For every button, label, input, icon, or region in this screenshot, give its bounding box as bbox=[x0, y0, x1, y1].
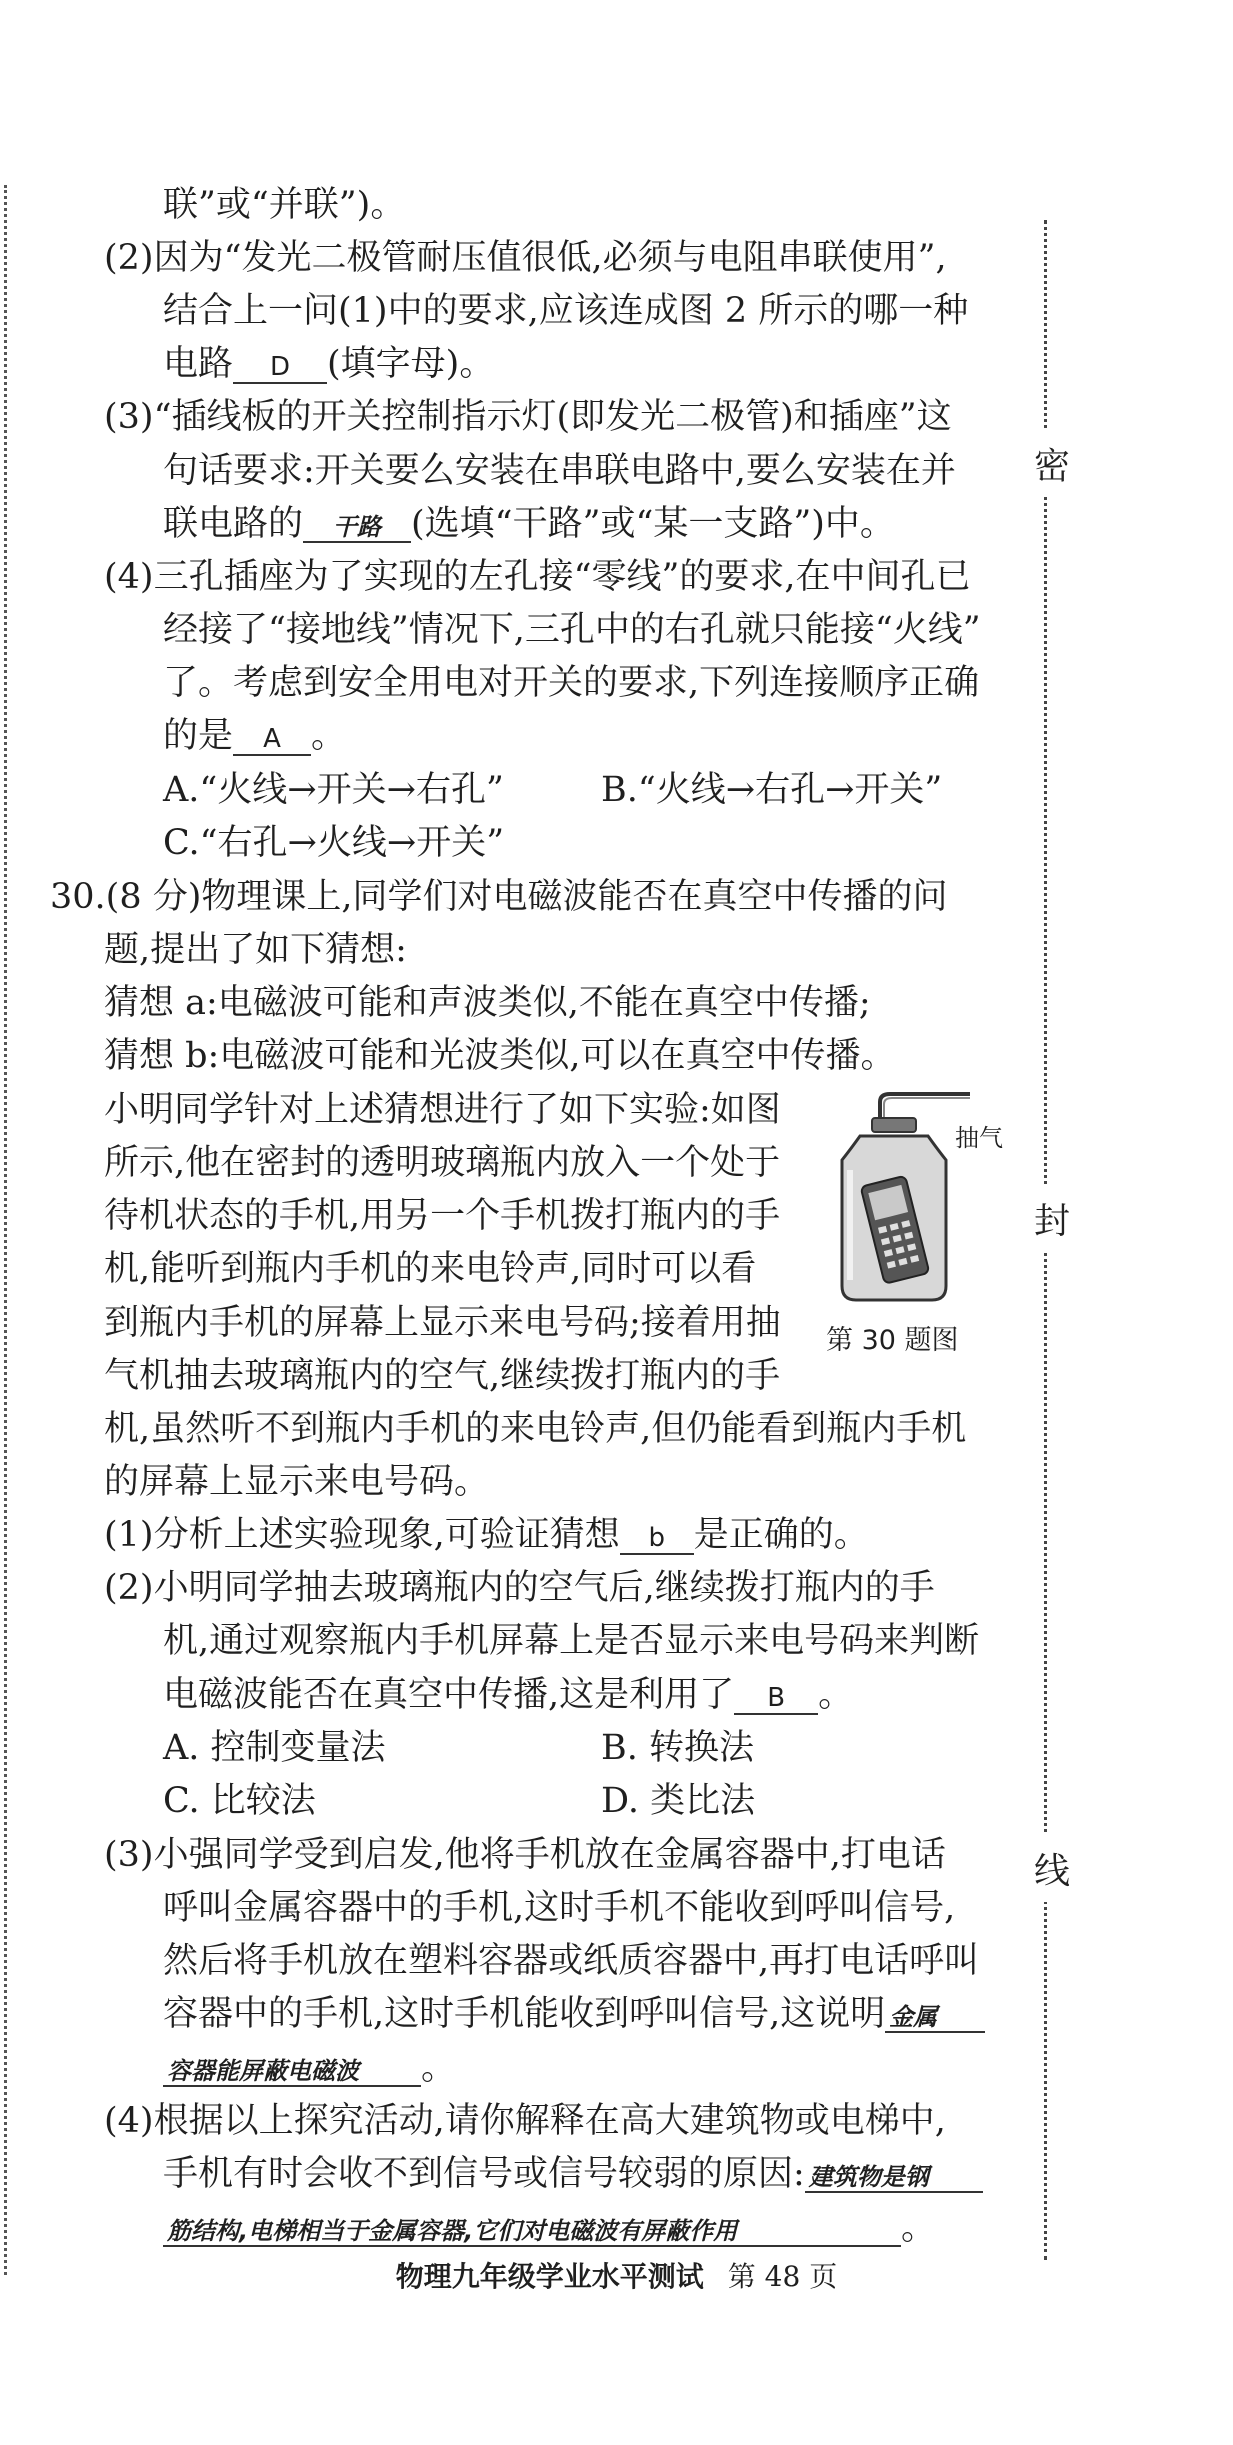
q30-2-line1: (2)小明同学抽去玻璃瓶内的空气后,继续拨打瓶内的手 bbox=[104, 1568, 935, 1608]
figure-label: 抽气 bbox=[955, 1124, 1003, 1152]
option-c: C.“右孔→火线→开关” bbox=[163, 823, 505, 863]
text: 联电路的 bbox=[163, 504, 304, 544]
q30-3-line1: (3)小强同学受到启发,他将手机放在金属容器中,打电话 bbox=[104, 1835, 946, 1875]
q29-4-line1: (4)三孔插座为了实现的左孔接“零线”的要求,在中间孔已 bbox=[104, 557, 971, 597]
q30-title: 30.(8 分)物理课上,同学们对电磁波能否在真空中传播的问 bbox=[50, 877, 948, 917]
experiment-line3: 待机状态的手机,用另一个手机拨打瓶内的手 bbox=[104, 1196, 781, 1236]
text: (填字母)。 bbox=[327, 344, 495, 384]
page-footer bbox=[0, 2255, 1233, 2295]
left-binding-dots bbox=[4, 185, 7, 2275]
guess-a: 猜想 a:电磁波可能和声波类似,不能在真空中传播; bbox=[104, 983, 871, 1023]
text: 。 bbox=[311, 716, 347, 756]
handwritten-answer: 干路 bbox=[303, 515, 411, 543]
text: 手机有时会收不到信号或信号较弱的原因: bbox=[163, 2154, 805, 2194]
answer-blank: b bbox=[620, 1525, 694, 1555]
answer-blank: D bbox=[233, 354, 327, 384]
method-c: C. 比较法 bbox=[163, 1781, 316, 1821]
footer-title: 物理九年级学业水平测试 bbox=[395, 2260, 704, 2293]
text: 。 bbox=[901, 2208, 937, 2248]
method-b: B. 转换法 bbox=[601, 1728, 754, 1768]
figure-30 bbox=[820, 1090, 1020, 1310]
q30-4-line2 bbox=[163, 2154, 983, 2194]
text: 容器中的手机,这时手机能收到呼叫信号,这说明 bbox=[163, 1994, 886, 2034]
q30-3-line5 bbox=[163, 2048, 457, 2088]
q29-4-line2: 经接了“接地线”情况下,三孔中的右孔就只能接“火线” bbox=[163, 610, 981, 650]
q29-2-line2: 结合上一问(1)中的要求,应该连成图 2 所示的哪一种 bbox=[163, 291, 969, 331]
method-d: D. 类比法 bbox=[601, 1781, 756, 1821]
q30-2-line3 bbox=[163, 1675, 854, 1715]
q30-3-line2: 呼叫金属容器中的手机,这时手机不能收到呼叫信号, bbox=[163, 1888, 956, 1928]
figure-caption: 第 30 题图 bbox=[826, 1325, 959, 1356]
experiment-line2: 所示,他在密封的透明玻璃瓶内放入一个处于 bbox=[104, 1143, 781, 1183]
handwritten-answer: 金属 bbox=[885, 2005, 985, 2033]
q30-4-line3 bbox=[163, 2208, 937, 2248]
option-b: B.“火线→右孔→开关” bbox=[601, 770, 943, 810]
q30-4-line1: (4)根据以上探究活动,请你解释在高大建筑物或电梯中, bbox=[104, 2101, 946, 2141]
handwritten-answer: 容器能屏蔽电磁波 bbox=[163, 2059, 421, 2087]
text: 电磁波能否在真空中传播,这是利用了 bbox=[163, 1675, 735, 1715]
handwritten-answer: 筋结构,电梯相当于金属容器,它们对电磁波有屏蔽作用 bbox=[163, 2219, 901, 2247]
seal-char-feng: 封 bbox=[1034, 1185, 1070, 1252]
answer-blank: A bbox=[233, 726, 311, 756]
option-a: A.“火线→开关→右孔” bbox=[163, 770, 504, 810]
text: 是正确的。 bbox=[693, 1515, 869, 1555]
experiment-line7: 机,虽然听不到瓶内手机的来电铃声,但仍能看到瓶内手机 bbox=[104, 1409, 967, 1449]
method-a: A. 控制变量法 bbox=[163, 1728, 386, 1768]
text: (选填“干路”或“某一支路”)中。 bbox=[411, 504, 895, 544]
text: 。 bbox=[421, 2048, 457, 2088]
experiment-line4: 机,能听到瓶内手机的来电铃声,同时可以看 bbox=[104, 1249, 757, 1289]
experiment-line8: 的屏幕上显示来电号码。 bbox=[104, 1462, 490, 1502]
q29-2-line1: (2)因为“发光二极管耐压值很低,必须与电阻串联使用”, bbox=[104, 238, 947, 278]
q30-line2: 题,提出了如下猜想: bbox=[104, 930, 407, 970]
handwritten-answer: 建筑物是钢 bbox=[805, 2165, 983, 2193]
q29-3-line2: 句话要求:开关要么安装在串联电路中,要么安装在并 bbox=[163, 451, 956, 491]
experiment-line6: 气机抽去玻璃瓶内的空气,继续拨打瓶内的手 bbox=[104, 1356, 781, 1396]
text-line: 联”或“并联”)。 bbox=[163, 185, 406, 225]
q30-3-line3: 然后将手机放在塑料容器或纸质容器中,再打电话呼叫 bbox=[163, 1941, 980, 1981]
q29-3-line3 bbox=[163, 504, 895, 544]
seal-char-mi: 密 bbox=[1034, 430, 1070, 497]
text: (1)分析上述实验现象,可验证猜想 bbox=[104, 1515, 620, 1555]
q29-3-line1: (3)“插线板的开关控制指示灯(即发光二极管)和插座”这 bbox=[104, 397, 952, 437]
experiment-line5: 到瓶内手机的屏幕上显示来电号码;接着用抽 bbox=[104, 1303, 781, 1343]
q30-2-line2: 机,通过观察瓶内手机屏幕上是否显示来电号码来判断 bbox=[163, 1621, 980, 1661]
q29-4-line4 bbox=[163, 716, 347, 756]
text: 电路 bbox=[163, 344, 234, 384]
experiment-line1: 小明同学针对上述猜想进行了如下实验:如图 bbox=[104, 1090, 781, 1130]
page-number: 第 48 页 bbox=[727, 2260, 838, 2293]
q29-4-line3: 了。考虑到安全用电对开关的要求,下列连接顺序正确 bbox=[163, 663, 980, 703]
text: 的是 bbox=[163, 716, 234, 756]
answer-blank: B bbox=[734, 1685, 818, 1715]
q30-1 bbox=[104, 1515, 869, 1555]
text: 。 bbox=[818, 1675, 854, 1715]
seal-char-xian: 线 bbox=[1034, 1835, 1070, 1902]
q30-3-line4 bbox=[163, 1994, 985, 2034]
guess-b: 猜想 b:电磁波可能和光波类似,可以在真空中传播。 bbox=[104, 1036, 896, 1076]
q29-2-line3 bbox=[163, 344, 495, 384]
